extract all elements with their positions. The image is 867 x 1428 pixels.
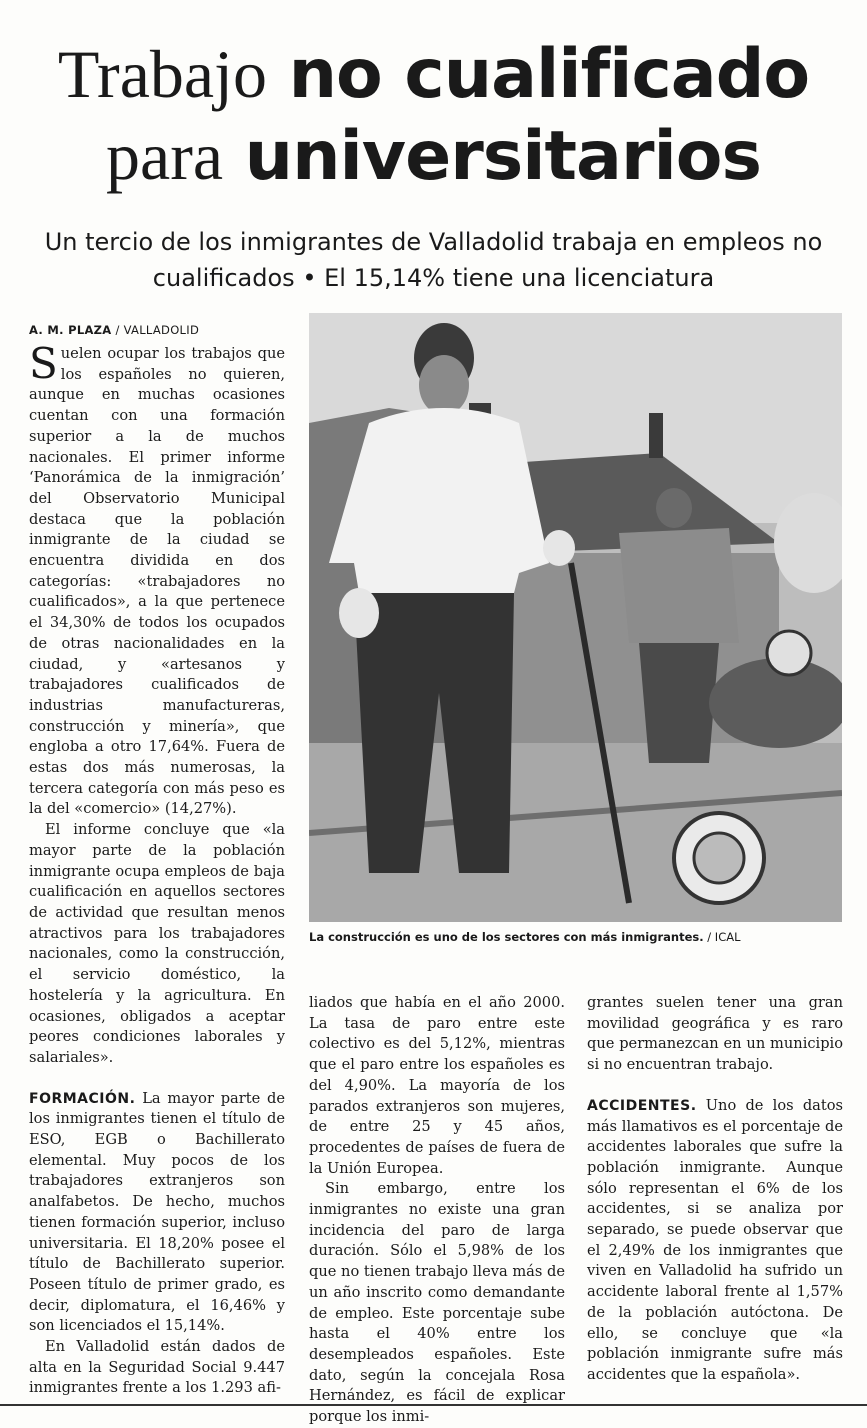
paragraph-text: Uno de los datos más llamativos es el porcentaje de accidentes laborales que sufre la población inmigrante. Aunque sólo representan el 6% de los accidentes, si se analiza por separado, se puede observar que el 2,49% de los inmigrantes que viven en Valladolid ha sufrido un accidente laboral frente al 1,57% de la población autóctona. De ello, se concluye que «la población inmigrante sufre más accidentes que la española». [587,1096,844,1383]
article-column-1 [29,339,285,1399]
section-heading-formacion: FORMACIÓN. [29,1090,136,1107]
photo-credit: / ICAL [707,930,741,944]
byline-location: / VALLADOLID [115,323,200,337]
construction-workers-illustration [309,313,842,922]
headline-bold-part: no cualificado [288,35,810,114]
paragraph-text: La mayor parte de los inmigrantes tienen el título de ESO, EGB o Bachillerato elemental. Muy pocos de los trabajadores extranjeros son analfabetos. De hecho, muchos tienen formación superior, incluso universitaria. El 18,20% posee el título de Bachillerato superior. Poseen título de primer grado, es decir, diplomatura, el 16,46% y son licenciados el 15,14%. [29,1089,285,1335]
byline [29,323,199,337]
headline-light-part: Trabajo [57,36,267,112]
article-paragraph [29,1089,285,1337]
article-paragraph: liados que había en el año 2000. La tasa de paro entre este colectivo es del 5,12%, mientras que el paro entre los españoles es del 4,90%. La mayoría de los parados extranjeros son mujeres, de entre 25 y 45 años, procedentes de países de fuera de la Unión Europea. [309,994,565,1177]
photo-caption [309,930,842,944]
headline-line-2 [0,117,867,196]
article-paragraph: En Valladolid están dados de alta en la Seguridad Social 9.447 inmigrantes frente a los 1.293 afi- [29,1338,285,1397]
article-paragraph: Sin embargo, entre los inmigrantes no existe una gran incidencia del paro de larga duración. Sólo el 5,98% de los que no tienen trabajo lleva más de un año inscrito como demandante de empleo. Este porcentaje sube hasta el 40% entre los desempleados españoles. Este dato, según la concejala Rosa Hernández, es fácil de explicar porque los inmi- [309,1180,565,1426]
headline-line-1 [0,35,867,114]
headline-light-part: para [106,118,224,194]
article-paragraph: grantes suelen tener una gran movilidad geográfica y es raro que permanezcan en un municipio si no encuentran trabajo. [587,994,843,1074]
byline-author: A. M. PLAZA [29,323,112,337]
article-photo [309,313,842,922]
paragraph-text: uelen ocupar los trabajos que los españoles no quieren, aunque en muchas ocasiones cuentan con una formación superior a la de muchos nacionales. El primer informe ‘Panorámica de la inmigración’ del Observatorio Municipal destaca que la población inmigrante de la ciudad se encuentra dividida en dos categorías: «trabajadores no cualificados», a la que pertenece el 34,30% de todos los ocupados de otras nacionalidades en la ciudad, y «artesanos y trabajadores cualificados de industrias manufactureras, construcción y minería», que engloba a otro 17,64%. Fuera de estas dos más numerosas, la tercera categoría con más peso es la del «comercio» (14,27%). [29,345,285,818]
article-paragraph [587,1096,843,1386]
headline-bold-part: universitarios [244,117,761,196]
drop-cap: S [29,339,58,388]
article-paragraph [29,339,285,820]
article-paragraph: El informe concluye que «la mayor parte de la población inmigrante ocupa empleos de baja cualificación en aquellos sectores de actividad que resultan menos atractivos para los trabajadores nacionales, como la construcción, el servicio doméstico, la hostelería y la agricultura. En ocasiones, obligados a aceptar peores condiciones laborales y salariales». [29,821,285,1066]
article-column-3 [587,993,843,1386]
section-heading-accidentes: ACCIDENTES. [587,1097,697,1114]
article-column-2 [309,993,565,1428]
subheadline: Un tercio de los inmigrantes de Valladolid trabaja en empleos no cualificados • El 15,14% tiene una licenciatura [44,228,823,292]
bottom-rule [0,1404,867,1406]
caption-text: La construcción es uno de los sectores con más inmigrantes. [309,930,704,944]
